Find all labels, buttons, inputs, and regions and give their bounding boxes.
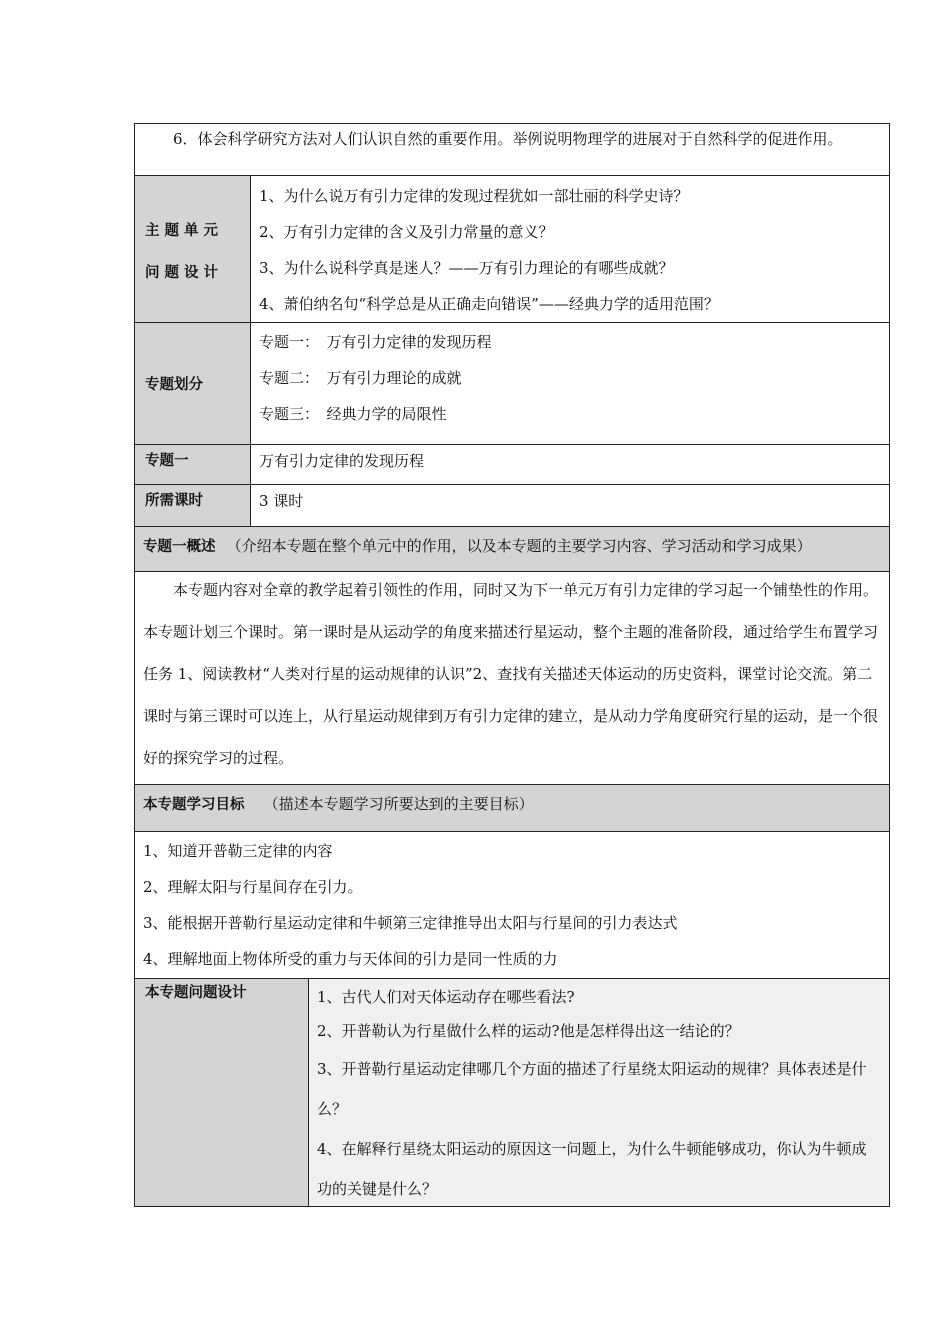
list-item: 3、能根据开普勒行星运动定律和牛顿第三定律推导出太阳与行星间的引力表达式 [143,914,678,932]
topic-questions-list [309,979,889,1206]
list-item: 1、古代人们对天体运动存在哪些看法? [317,988,575,1006]
topic-division-label: 专题划分 [145,377,203,393]
topic-questions-label-cell [135,979,309,1206]
hours-label: 所需课时 [145,493,203,509]
hours-row [134,484,890,526]
list-item: 2、理解太阳与行星间存在引力。 [143,878,363,896]
topic-one-value: 万有引力定律的发现历程 [259,452,425,470]
unit-questions-row [134,175,890,322]
list-item: 专题一： 万有引力定律的发现历程 [259,333,492,351]
topic-one-value-cell [251,445,889,484]
list-item: 4、理解地面上物体所受的重力与天体间的引力是同一性质的力 [143,950,558,968]
topic-division-list [251,323,889,444]
goals-note: （描述本专题学习所要达到的主要目标） [263,795,534,813]
topic-one-label-cell [135,445,251,484]
topic-one-label: 专题一 [145,453,189,469]
list-item: 1、知道开普勒三定律的内容 [143,842,333,860]
unit-questions-label-cell [135,176,251,322]
goals-label: 本专题学习目标 [143,797,245,813]
list-item: 4、在解释行星绕太阳运动的原因这一问题上，为什么牛顿能够成功，你认为牛顿成功的关键是什么？ [317,1140,867,1198]
overview-body: 本专题内容对全章的教学起着引领性的作用，同时又为下一单元万有引力定律的学习起一个铺垫性的作用。本专题计划三个课时。第一课时是从运动学的角度来描述行星运动，整个主题的准备阶段，通过给学生布置学习任务 1、阅读教材“人类对行星的运动规律的认识”2、查找有关描述天体运动的历史资料，课堂讨论交流。第二课时与第三课时可以连上，从行星运动规律到万有引力定律的建立，是从动力学角度研究行星的运动，是一个很好的探究学习的过程。 [143,581,879,767]
unit-questions-list [251,176,889,322]
topic-one-row [134,444,890,484]
goals-list [134,831,890,978]
overview-note: （介绍本专题在整个单元中的作用，以及本专题的主要学习内容、学习活动和学习成果） [226,537,812,555]
overview-label: 专题一概述 [143,539,216,555]
list-item: 1、为什么说万有引力定律的发现过程犹如一部壮丽的科学史诗？ [259,187,689,205]
overview-header-row [134,526,890,571]
lesson-plan-table [134,123,890,1207]
topic-division-row [134,322,890,444]
list-item: 2、开普勒认为行星做什么样的运动?他是怎样得出这一结论的？ [317,1022,740,1040]
intro-item-text: 6．体会科学研究方法对人们认识自然的重要作用。举例说明物理学的进展对于自然科学的促进作用。 [173,130,843,148]
list-item: 3、开普勒行星运动定律哪几个方面的描述了行星绕太阳运动的规律？具体表述是什么？ [317,1060,867,1118]
topic-questions-row [134,978,890,1207]
list-item: 2、万有引力定律的含义及引力常量的意义？ [259,223,554,241]
list-item: 专题三： 经典力学的局限性 [259,405,447,423]
list-item: 4、萧伯纳名句“科学总是从正确走向错误”——经典力学的适用范围？ [259,295,719,313]
hours-value: 3 课时 [259,492,304,510]
topic-questions-label: 本专题问题设计 [145,985,247,1001]
list-item: 3、为什么说科学真是迷人？——万有引力理论的有哪些成就？ [259,259,674,277]
topic-division-label-cell [135,323,251,444]
list-item: 专题二： 万有引力理论的成就 [259,369,462,387]
goals-header-row [134,784,890,831]
unit-questions-label: 主题单元问题设计 [145,223,223,281]
overview-body-row [134,571,890,784]
intro-row [134,123,890,175]
hours-value-cell [251,485,889,526]
hours-label-cell [135,485,251,526]
